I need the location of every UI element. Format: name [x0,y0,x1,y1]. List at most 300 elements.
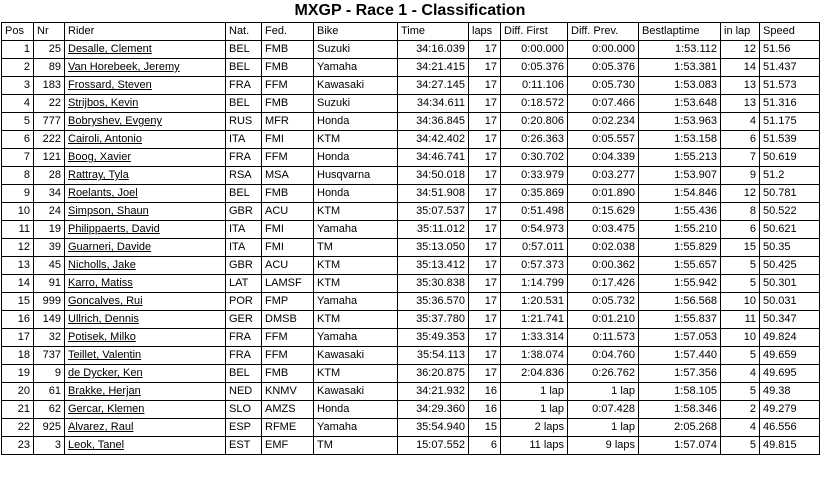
cell-bike: Kawasaki [314,77,398,95]
cell-in-lap: 11 [721,311,760,329]
cell-fed: KNMV [262,383,314,401]
cell-time: 35:37.780 [398,311,469,329]
cell-diff-first: 0:11.106 [501,77,568,95]
cell-speed: 51.437 [760,59,820,77]
header-laps: laps [469,23,501,41]
cell-nr: 999 [34,293,65,311]
cell-speed: 51.539 [760,131,820,149]
cell-nr: 39 [34,239,65,257]
cell-speed: 50.347 [760,311,820,329]
cell-laps: 17 [469,185,501,203]
cell-bestlaptime: 1:57.053 [639,329,721,347]
cell-laps: 17 [469,167,501,185]
cell-diff-prev: 0:03.277 [568,167,639,185]
cell-diff-prev: 0:01.890 [568,185,639,203]
cell-diff-first: 1:14.799 [501,275,568,293]
header-time: Time [398,23,469,41]
cell-fed: DMSB [262,311,314,329]
rider-link[interactable]: Cairoli, Antonio [65,131,226,149]
table-row [2,311,820,329]
cell-diff-first: 11 laps [501,437,568,455]
cell-pos: 16 [2,311,34,329]
cell-laps: 17 [469,203,501,221]
cell-nr: 62 [34,401,65,419]
cell-bike: KTM [314,203,398,221]
cell-diff-first: 0:33.979 [501,167,568,185]
cell-diff-prev: 0:11.573 [568,329,639,347]
cell-in-lap: 2 [721,401,760,419]
cell-bike: Suzuki [314,41,398,59]
rider-link[interactable]: Gercar, Klemen [65,401,226,419]
cell-time: 34:16.039 [398,41,469,59]
cell-in-lap: 10 [721,329,760,347]
cell-diff-prev: 0:01.210 [568,311,639,329]
cell-bike: Yamaha [314,419,398,437]
table-row [2,365,820,383]
cell-diff-first: 0:00.000 [501,41,568,59]
rider-link[interactable]: Teillet, Valentin [65,347,226,365]
cell-speed: 50.031 [760,293,820,311]
cell-diff-first: 1:20.531 [501,293,568,311]
cell-nat: RUS [226,113,262,131]
table-row [2,383,820,401]
cell-pos: 18 [2,347,34,365]
rider-link[interactable]: Frossard, Steven [65,77,226,95]
cell-nr: 737 [34,347,65,365]
cell-bike: Honda [314,185,398,203]
cell-diff-first: 1:21.741 [501,311,568,329]
cell-laps: 17 [469,221,501,239]
cell-speed: 50.619 [760,149,820,167]
table-row [2,95,820,113]
cell-speed: 49.695 [760,365,820,383]
cell-fed: FMI [262,239,314,257]
cell-laps: 17 [469,293,501,311]
cell-in-lap: 7 [721,149,760,167]
cell-fed: ACU [262,257,314,275]
cell-time: 35:30.838 [398,275,469,293]
cell-bestlaptime: 1:53.158 [639,131,721,149]
cell-fed: FMI [262,131,314,149]
cell-in-lap: 9 [721,167,760,185]
cell-pos: 15 [2,293,34,311]
cell-nat: FRA [226,347,262,365]
cell-diff-prev: 0:26.762 [568,365,639,383]
cell-nr: 28 [34,167,65,185]
rider-link[interactable]: Philippaerts, David [65,221,226,239]
cell-bike: Kawasaki [314,383,398,401]
header-pos: Pos [2,23,34,41]
cell-nat: FRA [226,149,262,167]
cell-pos: 17 [2,329,34,347]
cell-bestlaptime: 1:55.837 [639,311,721,329]
header-rider: Rider [65,23,226,41]
cell-in-lap: 5 [721,383,760,401]
rider-link[interactable]: Roelants, Joel [65,185,226,203]
cell-speed: 49.38 [760,383,820,401]
cell-laps: 17 [469,59,501,77]
cell-speed: 49.824 [760,329,820,347]
cell-in-lap: 12 [721,41,760,59]
cell-nat: EST [226,437,262,455]
rider-link[interactable]: Van Horebeek, Jeremy [65,59,226,77]
table-row [2,239,820,257]
table-row [2,113,820,131]
cell-nr: 925 [34,419,65,437]
rider-link[interactable]: Simpson, Shaun [65,203,226,221]
cell-nr: 61 [34,383,65,401]
rider-link[interactable]: Nicholls, Jake [65,257,226,275]
cell-bike: KTM [314,275,398,293]
cell-diff-first: 0:20.806 [501,113,568,131]
cell-time: 34:51.908 [398,185,469,203]
cell-diff-first: 2:04.836 [501,365,568,383]
cell-time: 34:50.018 [398,167,469,185]
cell-bike: TM [314,239,398,257]
table-header-row [2,23,820,41]
cell-pos: 19 [2,365,34,383]
rider-link[interactable]: Brakke, Herjan [65,383,226,401]
cell-fed: FMB [262,59,314,77]
cell-laps: 16 [469,383,501,401]
table-row [2,221,820,239]
cell-fed: LAMSF [262,275,314,293]
cell-nr: 89 [34,59,65,77]
cell-speed: 51.316 [760,95,820,113]
cell-diff-prev: 0:05.376 [568,59,639,77]
cell-diff-prev: 0:03.475 [568,221,639,239]
cell-time: 34:42.402 [398,131,469,149]
cell-speed: 50.781 [760,185,820,203]
cell-speed: 46.556 [760,419,820,437]
cell-diff-first: 0:57.373 [501,257,568,275]
cell-in-lap: 13 [721,95,760,113]
cell-bike: Yamaha [314,293,398,311]
rider-link[interactable]: Karro, Matiss [65,275,226,293]
cell-nat: ITA [226,239,262,257]
cell-nat: ITA [226,131,262,149]
cell-bestlaptime: 1:55.210 [639,221,721,239]
cell-diff-first: 2 laps [501,419,568,437]
cell-bestlaptime: 1:58.346 [639,401,721,419]
cell-nr: 149 [34,311,65,329]
cell-time: 15:07.552 [398,437,469,455]
rider-link[interactable]: Ullrich, Dennis [65,311,226,329]
header-bestlaptime: Bestlaptime [639,23,721,41]
cell-bike: Honda [314,149,398,167]
cell-bike: KTM [314,365,398,383]
cell-nat: ITA [226,221,262,239]
cell-laps: 17 [469,131,501,149]
cell-fed: FFM [262,329,314,347]
cell-fed: MSA [262,167,314,185]
cell-nr: 3 [34,437,65,455]
cell-fed: FMB [262,95,314,113]
cell-fed: EMF [262,437,314,455]
cell-in-lap: 14 [721,59,760,77]
cell-in-lap: 5 [721,347,760,365]
cell-diff-prev: 0:00.000 [568,41,639,59]
rider-link[interactable]: Boog, Xavier [65,149,226,167]
cell-diff-prev: 0:17.426 [568,275,639,293]
cell-laps: 17 [469,95,501,113]
cell-diff-prev: 0:04.339 [568,149,639,167]
table-row [2,329,820,347]
header-bike: Bike [314,23,398,41]
cell-pos: 7 [2,149,34,167]
cell-nr: 777 [34,113,65,131]
rider-link[interactable]: Goncalves, Rui [65,293,226,311]
cell-nr: 34 [34,185,65,203]
cell-diff-prev: 0:07.428 [568,401,639,419]
header-fed: Fed. [262,23,314,41]
cell-in-lap: 5 [721,437,760,455]
cell-fed: ACU [262,203,314,221]
cell-diff-first: 0:05.376 [501,59,568,77]
cell-diff-prev: 0:05.730 [568,77,639,95]
cell-bike: KTM [314,131,398,149]
cell-diff-prev: 0:00.362 [568,257,639,275]
cell-laps: 17 [469,77,501,95]
cell-diff-first: 0:51.498 [501,203,568,221]
page-title: MXGP - Race 1 - Classification [294,2,526,19]
cell-diff-first: 0:18.572 [501,95,568,113]
table-body [2,41,820,455]
cell-speed: 49.815 [760,437,820,455]
cell-diff-prev: 0:07.466 [568,95,639,113]
cell-diff-first: 0:30.702 [501,149,568,167]
cell-time: 34:29.360 [398,401,469,419]
cell-diff-first: 1 lap [501,401,568,419]
table-row [2,419,820,437]
cell-nr: 45 [34,257,65,275]
cell-speed: 50.522 [760,203,820,221]
cell-nat: BEL [226,365,262,383]
cell-in-lap: 13 [721,77,760,95]
cell-bestlaptime: 1:55.213 [639,149,721,167]
cell-bestlaptime: 1:54.846 [639,185,721,203]
cell-speed: 51.2 [760,167,820,185]
rider-link[interactable]: Potisek, Milko [65,329,226,347]
cell-diff-prev: 1 lap [568,383,639,401]
cell-pos: 14 [2,275,34,293]
cell-bestlaptime: 1:56.568 [639,293,721,311]
cell-time: 34:21.415 [398,59,469,77]
cell-bike: TM [314,437,398,455]
cell-fed: FFM [262,149,314,167]
header-diff-prev: Diff. Prev. [568,23,639,41]
cell-bike: Yamaha [314,221,398,239]
cell-pos: 5 [2,113,34,131]
cell-time: 35:54.940 [398,419,469,437]
cell-laps: 16 [469,401,501,419]
cell-speed: 50.621 [760,221,820,239]
cell-speed: 49.659 [760,347,820,365]
cell-bestlaptime: 1:53.083 [639,77,721,95]
table-row [2,401,820,419]
cell-diff-first: 0:57.011 [501,239,568,257]
cell-diff-prev: 0:05.732 [568,293,639,311]
cell-fed: FMB [262,365,314,383]
cell-bike: Honda [314,401,398,419]
cell-pos: 20 [2,383,34,401]
cell-nr: 19 [34,221,65,239]
cell-in-lap: 15 [721,239,760,257]
cell-nat: FRA [226,329,262,347]
cell-nat: BEL [226,59,262,77]
cell-bestlaptime: 1:57.074 [639,437,721,455]
cell-nat: GBR [226,257,262,275]
cell-nr: 183 [34,77,65,95]
cell-time: 35:11.012 [398,221,469,239]
cell-diff-prev: 1 lap [568,419,639,437]
cell-in-lap: 12 [721,185,760,203]
cell-pos: 4 [2,95,34,113]
cell-bike: Yamaha [314,329,398,347]
cell-time: 35:49.353 [398,329,469,347]
cell-laps: 17 [469,365,501,383]
table-row [2,185,820,203]
cell-time: 35:13.412 [398,257,469,275]
cell-bike: KTM [314,257,398,275]
cell-nat: ESP [226,419,262,437]
header-diff-first: Diff. First [501,23,568,41]
cell-laps: 17 [469,329,501,347]
table-row [2,347,820,365]
cell-nat: GER [226,311,262,329]
cell-in-lap: 4 [721,419,760,437]
cell-nr: 32 [34,329,65,347]
cell-diff-prev: 0:04.760 [568,347,639,365]
cell-bestlaptime: 1:53.112 [639,41,721,59]
rider-link[interactable]: Leok, Tanel [65,437,226,455]
cell-nat: POR [226,293,262,311]
cell-speed: 50.425 [760,257,820,275]
cell-pos: 8 [2,167,34,185]
cell-bestlaptime: 2:05.268 [639,419,721,437]
cell-laps: 17 [469,257,501,275]
cell-bestlaptime: 1:57.356 [639,365,721,383]
cell-diff-first: 0:54.973 [501,221,568,239]
cell-nat: BEL [226,95,262,113]
table-row [2,131,820,149]
cell-in-lap: 4 [721,365,760,383]
cell-nat: NED [226,383,262,401]
rider-link[interactable]: Desalle, Clement [65,41,226,59]
table-row [2,59,820,77]
cell-laps: 17 [469,239,501,257]
table-row [2,275,820,293]
rider-link[interactable]: de Dycker, Ken [65,365,226,383]
cell-fed: FMP [262,293,314,311]
cell-nr: 91 [34,275,65,293]
cell-fed: FMB [262,185,314,203]
cell-diff-prev: 0:05.557 [568,131,639,149]
cell-fed: FMI [262,221,314,239]
header-nr: Nr [34,23,65,41]
cell-bestlaptime: 1:55.657 [639,257,721,275]
cell-laps: 17 [469,113,501,131]
cell-laps: 17 [469,275,501,293]
cell-nr: 121 [34,149,65,167]
cell-in-lap: 5 [721,257,760,275]
header-nat: Nat. [226,23,262,41]
table-row [2,77,820,95]
rider-link[interactable]: Rattray, Tyla [65,167,226,185]
cell-nat: GBR [226,203,262,221]
cell-bestlaptime: 1:53.963 [639,113,721,131]
cell-bestlaptime: 1:58.105 [639,383,721,401]
cell-time: 34:27.145 [398,77,469,95]
cell-laps: 17 [469,311,501,329]
cell-diff-prev: 9 laps [568,437,639,455]
table-row [2,437,820,455]
rider-link[interactable]: Bobryshev, Evgeny [65,113,226,131]
cell-diff-prev: 0:15.629 [568,203,639,221]
cell-in-lap: 4 [721,113,760,131]
cell-nat: RSA [226,167,262,185]
cell-time: 34:21.932 [398,383,469,401]
cell-in-lap: 10 [721,293,760,311]
cell-fed: FFM [262,77,314,95]
cell-in-lap: 6 [721,221,760,239]
cell-nr: 222 [34,131,65,149]
table-row [2,149,820,167]
cell-pos: 3 [2,77,34,95]
cell-fed: FFM [262,347,314,365]
header-in-lap: in lap [721,23,760,41]
cell-speed: 50.35 [760,239,820,257]
cell-fed: MFR [262,113,314,131]
cell-nr: 24 [34,203,65,221]
cell-diff-first: 1:33.314 [501,329,568,347]
cell-bike: Honda [314,113,398,131]
table-row [2,167,820,185]
table-row [2,203,820,221]
cell-time: 35:36.570 [398,293,469,311]
cell-time: 36:20.875 [398,365,469,383]
rider-link[interactable]: Guarneri, Davide [65,239,226,257]
cell-time: 35:07.537 [398,203,469,221]
cell-pos: 2 [2,59,34,77]
cell-bestlaptime: 1:55.436 [639,203,721,221]
cell-speed: 49.279 [760,401,820,419]
header-speed: Speed [760,23,820,41]
cell-pos: 13 [2,257,34,275]
cell-speed: 51.56 [760,41,820,59]
cell-bike: KTM [314,311,398,329]
cell-fed: RFME [262,419,314,437]
cell-nr: 22 [34,95,65,113]
cell-diff-first: 0:26.363 [501,131,568,149]
cell-pos: 23 [2,437,34,455]
cell-time: 35:54.113 [398,347,469,365]
cell-in-lap: 8 [721,203,760,221]
cell-laps: 17 [469,149,501,167]
rider-link[interactable]: Strijbos, Kevin [65,95,226,113]
cell-bestlaptime: 1:55.942 [639,275,721,293]
classification-table [1,22,820,455]
cell-nat: SLO [226,401,262,419]
cell-nat: BEL [226,41,262,59]
rider-link[interactable]: Alvarez, Raul [65,419,226,437]
cell-nat: BEL [226,185,262,203]
cell-nr: 9 [34,365,65,383]
cell-pos: 21 [2,401,34,419]
cell-speed: 51.175 [760,113,820,131]
cell-pos: 11 [2,221,34,239]
cell-laps: 17 [469,347,501,365]
